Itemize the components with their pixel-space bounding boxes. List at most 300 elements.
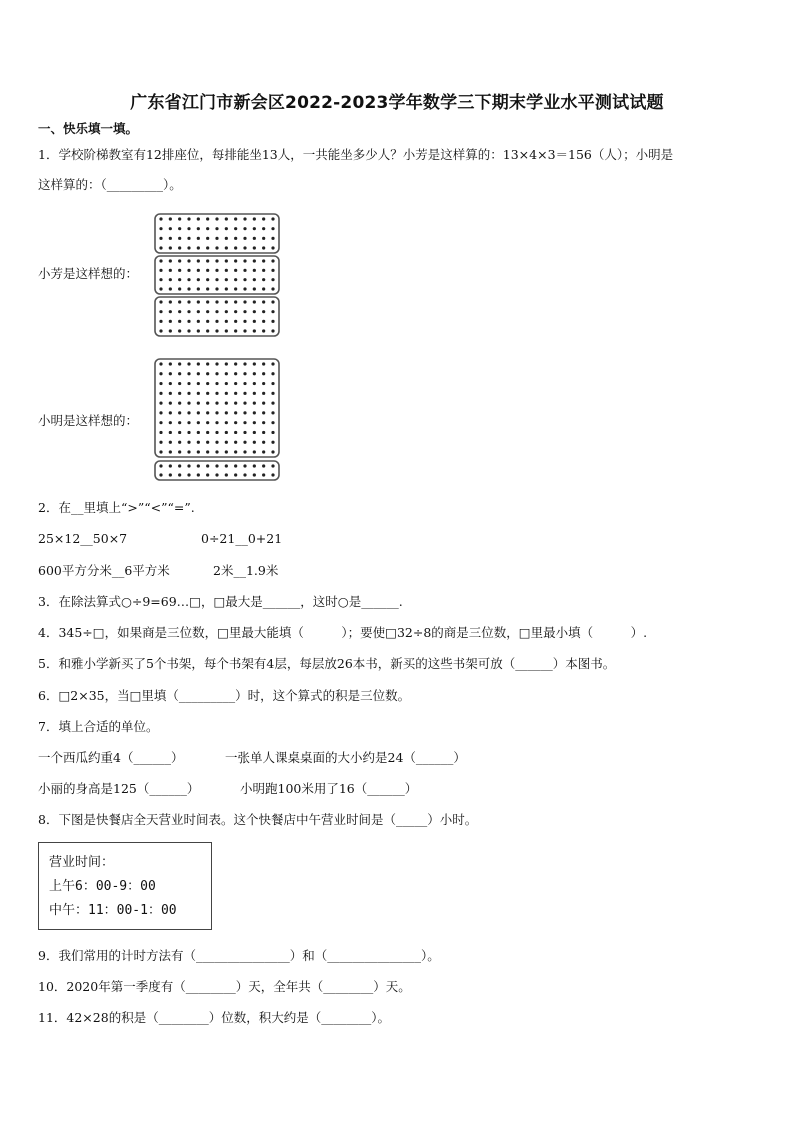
seat-dot (206, 227, 209, 230)
business-hours-box (38, 842, 212, 930)
seat-dot (215, 441, 218, 444)
seat-dot (262, 237, 265, 240)
seat-dot (225, 237, 228, 240)
seat-dot (187, 421, 190, 424)
seat-dot (225, 329, 228, 332)
seat-dot (215, 300, 218, 303)
seat-dot (215, 278, 218, 281)
seat-dot (197, 382, 200, 385)
seat-dot (262, 473, 265, 476)
seat-dot (234, 464, 237, 467)
seat-dot (215, 372, 218, 375)
seat-dot (178, 269, 181, 272)
seat-dot (262, 246, 265, 249)
seat-dot (206, 473, 209, 476)
seat-dot (197, 441, 200, 444)
compare-item: 25×12__50×7 (38, 531, 128, 546)
seat-dot (271, 450, 274, 453)
seat-dot (253, 310, 256, 313)
seat-dot (197, 278, 200, 281)
seat-dot (225, 362, 228, 365)
seat-dot (197, 431, 200, 434)
seat-dot (159, 421, 162, 424)
morning-hours: 上午6：00-9：00 (49, 879, 156, 894)
seat-dot (215, 320, 218, 323)
seat-dot (197, 300, 200, 303)
seat-dot (197, 259, 200, 262)
seat-dot (206, 287, 209, 290)
seat-dot (178, 287, 181, 290)
seat-dot (271, 441, 274, 444)
seat-dot (253, 362, 256, 365)
seat-dot (243, 362, 246, 365)
seat-dot (215, 431, 218, 434)
seat-dot (271, 382, 274, 385)
seat-dot (234, 320, 237, 323)
seat-dot (187, 310, 190, 313)
seat-dot (178, 382, 181, 385)
seat-dot (206, 382, 209, 385)
seat-dot (234, 362, 237, 365)
seat-dot (206, 362, 209, 365)
seat-dot (169, 411, 172, 414)
seat-dot (243, 237, 246, 240)
seat-dot (206, 329, 209, 332)
seat-dot (169, 217, 172, 220)
seat-dot (215, 382, 218, 385)
seat-dot (206, 278, 209, 281)
seat-dot (169, 287, 172, 290)
seat-dot (178, 217, 181, 220)
seat-dot (169, 310, 172, 313)
seat-dot (215, 246, 218, 249)
seat-dot (187, 411, 190, 414)
xiaoming-label: 小明是这样想的： (38, 413, 139, 428)
seat-dot (197, 362, 200, 365)
seat-dot (225, 227, 228, 230)
seat-dot (169, 269, 172, 272)
seat-dot (253, 464, 256, 467)
seat-dot (262, 431, 265, 434)
seat-dot (234, 441, 237, 444)
seat-dot (262, 278, 265, 281)
seat-dot (215, 259, 218, 262)
seat-dot (197, 392, 200, 395)
seat-dot (262, 300, 265, 303)
seat-dot (197, 372, 200, 375)
seat-dot (253, 421, 256, 424)
seat-dot (262, 411, 265, 414)
compare-item: 600平方分米__6平方米 (38, 563, 170, 578)
seat-dot (197, 411, 200, 414)
seat-dot (178, 237, 181, 240)
seat-dot (187, 392, 190, 395)
seat-dot (234, 237, 237, 240)
seat-dot (178, 372, 181, 375)
seat-dot (253, 431, 256, 434)
seat-dot (206, 450, 209, 453)
seat-dot (206, 300, 209, 303)
question-9: 9．我们常用的计时方法有（_______________）和（_______________）。 (38, 948, 440, 963)
seat-dot (225, 269, 228, 272)
seat-dot (262, 362, 265, 365)
seat-dot (243, 287, 246, 290)
seat-dot (262, 402, 265, 405)
seat-dot (159, 320, 162, 323)
seat-dot (159, 287, 162, 290)
seat-dot (271, 392, 274, 395)
seat-dot (234, 473, 237, 476)
seat-dot (253, 246, 256, 249)
seat-dot (169, 464, 172, 467)
seat-dot (215, 310, 218, 313)
seat-dot (159, 329, 162, 332)
seat-dot (197, 310, 200, 313)
seat-dot (206, 464, 209, 467)
seat-dot (206, 320, 209, 323)
seat-dot (215, 237, 218, 240)
seat-dot (253, 372, 256, 375)
seat-dot (206, 372, 209, 375)
seat-dot (159, 402, 162, 405)
seat-dot (178, 431, 181, 434)
seat-dot (253, 473, 256, 476)
seat-dot (215, 227, 218, 230)
seat-dot (215, 269, 218, 272)
seat-dot (215, 329, 218, 332)
seat-dot (187, 320, 190, 323)
xiaoming-dot-diagram (154, 358, 281, 482)
seat-dot (215, 217, 218, 220)
seat-dot (243, 310, 246, 313)
seat-dot (159, 441, 162, 444)
seat-dot (187, 441, 190, 444)
seat-dot (243, 450, 246, 453)
seat-dot (271, 300, 274, 303)
seat-dot (178, 464, 181, 467)
seat-dot (169, 237, 172, 240)
seat-dot (262, 320, 265, 323)
seat-dot (197, 269, 200, 272)
seat-dot (243, 431, 246, 434)
seat-dot (169, 450, 172, 453)
seat-dot (159, 300, 162, 303)
seat-dot (271, 310, 274, 313)
seat-dot (234, 300, 237, 303)
unit-item: 一个西瓜约重4（______） (38, 750, 184, 765)
seat-dot (206, 402, 209, 405)
seat-dot (159, 237, 162, 240)
seat-dot (243, 217, 246, 220)
seat-dot (234, 269, 237, 272)
seat-dot (215, 287, 218, 290)
seat-dot (206, 431, 209, 434)
seat-dot (187, 402, 190, 405)
seat-dot (225, 310, 228, 313)
dot-groups (155, 359, 279, 480)
seat-dot (197, 421, 200, 424)
seat-dot (262, 329, 265, 332)
seat-dot (262, 259, 265, 262)
seat-dot (178, 411, 181, 414)
seat-dot (253, 450, 256, 453)
seat-dot (271, 473, 274, 476)
seat-dot (206, 441, 209, 444)
seat-dot (253, 237, 256, 240)
seat-dot (234, 259, 237, 262)
seat-dot (243, 411, 246, 414)
seat-dot (159, 227, 162, 230)
seat-dot (159, 382, 162, 385)
seat-dot (159, 310, 162, 313)
seat-dot (271, 411, 274, 414)
seat-dot (187, 431, 190, 434)
seat-dot (197, 287, 200, 290)
seat-dot (225, 382, 228, 385)
seat-dot (271, 259, 274, 262)
seat-dot (234, 246, 237, 249)
seat-dot (253, 278, 256, 281)
noon-hours: 中午：11：00-1：00 (49, 903, 177, 918)
seat-dot (206, 269, 209, 272)
seat-dot (243, 464, 246, 467)
seat-dot (253, 259, 256, 262)
xiaofang-label: 小芳是这样想的： (38, 266, 139, 281)
question-8: 8．下图是快餐店全天营业时间表。这个快餐店中午营业时间是（_____）小时。 (38, 812, 478, 827)
seat-dot (271, 320, 274, 323)
compare-item: 2米__1.9米 (213, 563, 279, 578)
dot-group-outline (155, 461, 279, 480)
seat-dot (253, 411, 256, 414)
seat-dot (234, 278, 237, 281)
seat-dot (159, 362, 162, 365)
seat-dot (187, 278, 190, 281)
seat-dot (206, 237, 209, 240)
seat-dot (234, 411, 237, 414)
seat-dot (169, 329, 172, 332)
seat-dot (271, 329, 274, 332)
seat-dot (234, 372, 237, 375)
seat-dot (159, 246, 162, 249)
seat-dot (253, 300, 256, 303)
seat-dot (159, 473, 162, 476)
question-1-line-1: 1．学校阶梯教室有12排座位，每排能坐13人，一共能坐多少人？小芳是这样算的：13×4×3＝156（人）；小明是 (38, 147, 674, 162)
seat-dot (169, 227, 172, 230)
seat-dot (234, 382, 237, 385)
seat-dot (225, 259, 228, 262)
seat-dot (271, 431, 274, 434)
seat-dot (253, 217, 256, 220)
seat-dot (225, 278, 228, 281)
seat-dot (206, 392, 209, 395)
seat-dot (262, 421, 265, 424)
seat-dot (243, 421, 246, 424)
seat-dot (187, 450, 190, 453)
seat-dot (187, 473, 190, 476)
seat-dot (262, 310, 265, 313)
seat-dot (215, 473, 218, 476)
seat-dot (187, 269, 190, 272)
seat-dot (215, 362, 218, 365)
seat-dot (243, 246, 246, 249)
seat-dot (187, 227, 190, 230)
seat-dot (225, 421, 228, 424)
seat-dot (215, 402, 218, 405)
seat-dot (197, 246, 200, 249)
seat-dot (197, 329, 200, 332)
seat-dot (243, 320, 246, 323)
seat-dot (187, 362, 190, 365)
seat-dot (271, 362, 274, 365)
seat-dot (262, 392, 265, 395)
seat-dot (159, 269, 162, 272)
seat-dot (206, 217, 209, 220)
seat-dot (253, 269, 256, 272)
seat-dot (187, 259, 190, 262)
seat-dot (262, 217, 265, 220)
seat-dot (169, 259, 172, 262)
seat-dot (253, 382, 256, 385)
seat-dot (206, 259, 209, 262)
seat-dot (178, 473, 181, 476)
seat-dot (178, 362, 181, 365)
seat-dot (159, 411, 162, 414)
seat-dot (215, 450, 218, 453)
seat-dot (271, 287, 274, 290)
seat-dot (159, 431, 162, 434)
seat-dot (253, 329, 256, 332)
seat-dot (271, 421, 274, 424)
seat-dot (159, 450, 162, 453)
seat-dot (178, 450, 181, 453)
seat-dot (169, 362, 172, 365)
seat-dot (169, 278, 172, 281)
seat-dot (234, 227, 237, 230)
seat-dot (271, 237, 274, 240)
seat-dot (243, 300, 246, 303)
seat-dot (225, 372, 228, 375)
seat-dot (169, 402, 172, 405)
seat-dot (206, 310, 209, 313)
seat-dot (178, 329, 181, 332)
seat-dot (169, 300, 172, 303)
seat-dot (225, 411, 228, 414)
seat-dot (169, 392, 172, 395)
seat-dot (243, 329, 246, 332)
seat-dot (187, 217, 190, 220)
seat-dot (225, 402, 228, 405)
seat-dot (178, 320, 181, 323)
seat-dot (253, 287, 256, 290)
seat-dot (243, 278, 246, 281)
question-2: 2．在__里填上“>”“<”“=”. (38, 500, 195, 515)
seat-dot (243, 441, 246, 444)
question-10: 10．2020年第一季度有（________）天，全年共（________）天。 (38, 979, 411, 994)
seat-dot (169, 473, 172, 476)
seat-dot (225, 464, 228, 467)
seat-dot (271, 246, 274, 249)
seat-dot (262, 450, 265, 453)
seat-dot (262, 372, 265, 375)
seat-dot (159, 278, 162, 281)
compare-item: 0÷21__0+21 (201, 531, 283, 546)
seat-dot (243, 227, 246, 230)
question-7: 7．填上合适的单位。 (38, 719, 159, 734)
seat-dot (262, 464, 265, 467)
seat-dot (187, 237, 190, 240)
seat-dot (178, 300, 181, 303)
seat-dot (197, 402, 200, 405)
section-heading: 一、快乐填一填。 (38, 121, 139, 136)
unit-item: 一张单人课桌桌面的大小约是24（______） (225, 750, 466, 765)
seat-dot (197, 217, 200, 220)
seat-dot (178, 441, 181, 444)
seat-dot (197, 450, 200, 453)
seat-dot (225, 441, 228, 444)
seat-dot (215, 392, 218, 395)
seat-dot (159, 259, 162, 262)
seat-dot (178, 392, 181, 395)
seat-dot (225, 431, 228, 434)
seat-dot (271, 278, 274, 281)
seat-dot (271, 464, 274, 467)
seat-dot (187, 382, 190, 385)
seat-dot (169, 320, 172, 323)
seat-dot (169, 421, 172, 424)
seat-dot (206, 421, 209, 424)
seat-dot (178, 259, 181, 262)
seat-dot (206, 246, 209, 249)
seat-dot (234, 310, 237, 313)
seat-dot (197, 237, 200, 240)
seat-dot (262, 382, 265, 385)
seat-dot (271, 269, 274, 272)
seat-dot (225, 287, 228, 290)
seat-dot (253, 320, 256, 323)
seat-dot (262, 227, 265, 230)
seat-dot (243, 259, 246, 262)
seat-dot (243, 382, 246, 385)
seat-dot (197, 320, 200, 323)
seat-dot (187, 287, 190, 290)
seat-dot (187, 300, 190, 303)
unit-item: 小明跑100米用了16（______） (240, 781, 418, 796)
seat-dot (225, 473, 228, 476)
seat-dot (234, 392, 237, 395)
question-1-line-2: 这样算的：（_________）。 (38, 177, 182, 192)
seat-dot (253, 402, 256, 405)
seat-dot (187, 464, 190, 467)
seat-dot (215, 421, 218, 424)
business-hours-title: 营业时间： (49, 855, 115, 870)
seat-dot (234, 431, 237, 434)
seat-dot (234, 421, 237, 424)
question-11: 11．42×28的积是（________）位数，积大约是（________）。 (38, 1010, 390, 1025)
seat-dot (178, 402, 181, 405)
seat-dot (178, 421, 181, 424)
seat-dot (271, 217, 274, 220)
seat-dot (243, 392, 246, 395)
seat-dot (253, 392, 256, 395)
seat-dot (234, 402, 237, 405)
seat-dot (197, 473, 200, 476)
seat-dot (178, 227, 181, 230)
seat-dot (159, 217, 162, 220)
seat-dot (169, 441, 172, 444)
seat-dot (159, 392, 162, 395)
xiaofang-dot-diagram (154, 213, 281, 338)
seat-dot (225, 246, 228, 249)
